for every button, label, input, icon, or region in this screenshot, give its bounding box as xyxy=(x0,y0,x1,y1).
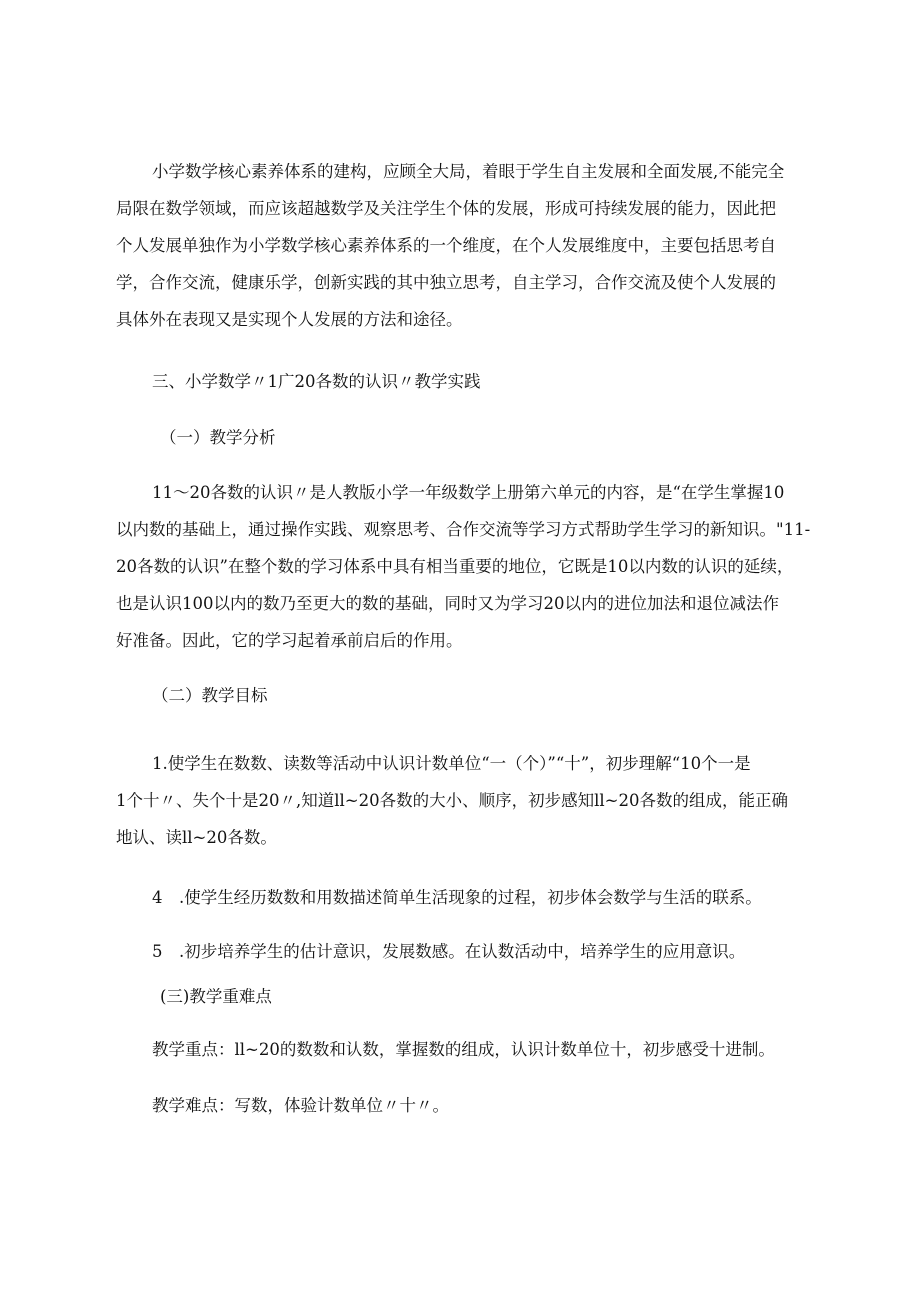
text-line: 11～20各数的认识〃是人教版小学一年级数学上册第六单元的内容，是“在学生掌握10 xyxy=(152,483,785,502)
text-line: 1个十〃、失个十是20〃,知道ll~20各数的大小、顺序，初步感知ll~20各数的组成，能正确 xyxy=(116,791,788,810)
text-line: 个人发展单独作为小学数学核心素养体系的一个维度，在个人发展维度中，主要包括思考自 xyxy=(116,236,776,255)
text-line: 具体外在表现又是实现个人发展的方法和途径。 xyxy=(116,310,463,329)
text-line: 局限在数学领域，而应该超越数学及关注学生个体的发展，形成可持续发展的能力，因此把 xyxy=(116,199,776,218)
section-title: 三、小学数学〃1广20各数的认识〃教学实践 xyxy=(152,372,481,391)
subsection-title-analysis: （一）教学分析 xyxy=(160,428,276,447)
text-line: 以内数的基础上，通过操作实践、观察思考、合作交流等学习方式帮助学生学习的新知识。"11- xyxy=(116,520,811,539)
subsection-title-goals: （二）教学目标 xyxy=(152,686,268,705)
goal-item-4: 4 .使学生经历数数和用数描述简单生活现象的过程，初步体会数学与生活的联系。 xyxy=(152,888,762,907)
goal-item-5: 5 .初步培养学生的估计意识，发展数感。在认数活动中，培养学生的应用意识。 xyxy=(152,942,746,961)
text-line: 20各数的认识”在整个数的学习体系中具有相当重要的地位，它既是10以内数的认识的延续， xyxy=(116,557,794,576)
key-point-text: 教学重点：ll~20的数数和认数，掌握数的组成，认识计数单位十，初步感受十进制。 xyxy=(152,1040,775,1059)
text-line: 1.使学生在数数、读数等活动中认识计数单位“一（个）”“十”，初步理解“10个一是 xyxy=(152,754,751,773)
text-line: 好准备。因此，它的学习起着承前启后的作用。 xyxy=(116,631,463,650)
paragraph-core-literacy xyxy=(116,153,816,338)
text-line: 小学数学核心素养体系的建构，应顾全大局，着眼于学生自主发展和全面发展,不能完全 xyxy=(152,162,785,181)
paragraph-goal-1 xyxy=(116,745,816,856)
text-line: 学，合作交流，健康乐学，创新实践的其中独立思考，自主学习，合作交流及使个人发展的 xyxy=(116,273,776,292)
text-line: 也是认识100以内的数乃至更大的数的基础，同时又为学习20以内的进位加法和退位减法作 xyxy=(116,594,779,613)
subsection-title-key-difficult: (三)教学重难点 xyxy=(160,987,272,1006)
paragraph-analysis xyxy=(116,474,816,659)
text-line: 地认、读ll~20各数。 xyxy=(116,828,277,847)
difficult-point-text: 教学难点：写数，体验计数单位〃十〃。 xyxy=(152,1096,449,1115)
